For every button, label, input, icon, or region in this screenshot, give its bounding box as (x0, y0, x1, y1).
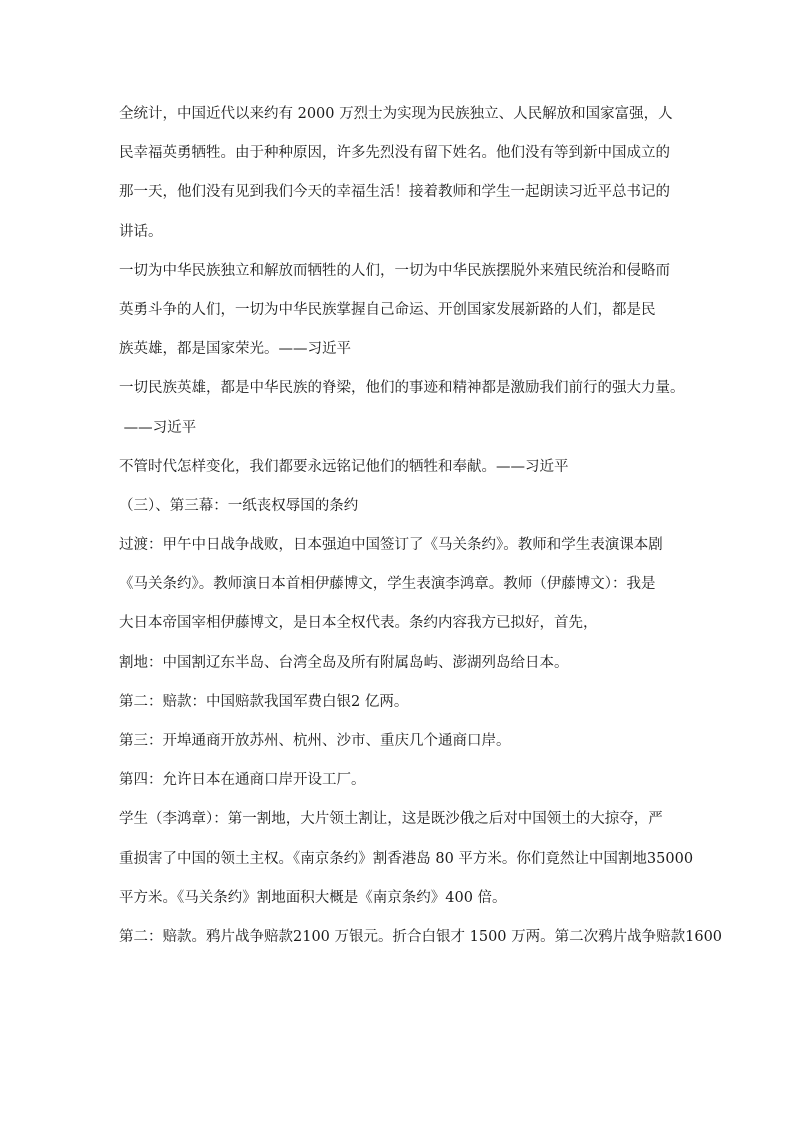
text-line: 《马关条约》。教师演日本首相伊藤博文，学生表演李鸿章。教师（伊藤博文）：我是 (119, 576, 656, 593)
text-line: 讲话。 (119, 223, 163, 240)
text-line: 一切民族英雄，都是中华民族的脊梁，他们的事迹和精神都是激励我们前行的强大力量。 (119, 380, 685, 397)
text-line: 第三：开埠通商开放苏州、杭州、沙市、重庆几个通商口岸。 (119, 733, 511, 749)
text-line: 那一天，他们没有见到我们今天的幸福生活！接着教师和学生一起朗读习近平总书记的 (119, 184, 670, 201)
text-line: 英勇斗争的人们，一切为中华民族掌握自己命运、开创国家发展新路的人们，都是民 (119, 301, 656, 318)
text-line: 全统计，中国近代以来约有 2000 万烈士为实现为民族独立、人民解放和国家富强，人 (119, 106, 673, 122)
text-line: 大日本帝国宰相伊藤博文，是日本全权代表。条约内容我方已拟好，首先， (119, 615, 598, 632)
text-line: 割地：中国割辽东半岛、台湾全岛及所有附属岛屿、澎湖列岛给日本。 (119, 654, 569, 671)
text-line: 平方米。《马关条约》割地面积大概是《南京条约》400 倍。 (119, 889, 507, 906)
text-line: 民幸福英勇牺牲。由于种种原因，许多先烈没有留下姓名。他们没有等到新中国成立的 (119, 145, 670, 162)
text-line: 不管时代怎样变化，我们都要永远铭记他们的牺牲和奉献。——习近平 (119, 458, 569, 475)
document-body (119, 104, 723, 947)
text-line: ——习近平 (119, 419, 197, 436)
text-line: 第二：赔款：中国赔款我国军费白银2 亿两。 (119, 693, 409, 710)
text-line: 过渡：甲午中日战争战败，日本强迫中国签订了《马关条约》。教师和学生表演课本剧 (119, 537, 663, 554)
text-line: 第四：允许日本在通商口岸开设工厂。 (119, 772, 366, 789)
text-line: 重损害了中国的领土主权。《南京条约》割香港岛 80 平方米。你们竟然让中国割地35000 (119, 850, 694, 867)
text-line: 族英雄，都是国家荣光。——习近平 (119, 341, 351, 358)
text-line: 第二：赔款。鸦片战争赔款2100 万银元。折合白银才 1500 万两。第二次鸦片战争赔款1600 (119, 928, 723, 945)
section-heading: （三）、第三幕：一纸丧权辱国的条约 (119, 497, 359, 514)
text-line: 学生（李鸿章）：第一割地，大片领土割让，这是既沙俄之后对中国领土的大掠夺，严 (119, 811, 663, 828)
text-line: 一切为中华民族独立和解放而牺牲的人们，一切为中华民族摆脱外来殖民统治和侵略而 (119, 262, 670, 279)
